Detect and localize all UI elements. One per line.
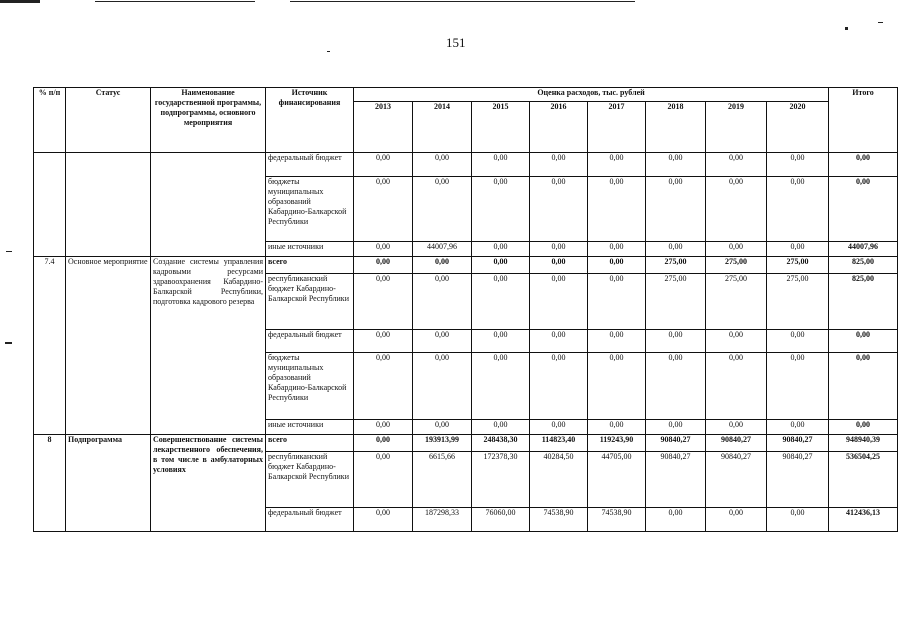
cell-year-value: 0,00 bbox=[588, 242, 646, 257]
cell-year-value: 0,00 bbox=[354, 177, 413, 242]
cell-year-value: 0,00 bbox=[354, 242, 413, 257]
scan-artifact bbox=[95, 1, 255, 2]
cell-program-name bbox=[151, 153, 266, 257]
cell-year-value: 0,00 bbox=[472, 330, 530, 353]
cell-year-value: 0,00 bbox=[472, 274, 530, 330]
header-year: 2017 bbox=[588, 102, 646, 153]
cell-source: иные источники bbox=[266, 420, 354, 435]
cell-year-value: 0,00 bbox=[354, 274, 413, 330]
cell-year-value: 44007,96 bbox=[413, 242, 472, 257]
cell-year-value: 114823,40 bbox=[530, 435, 588, 452]
cell-total: 0,00 bbox=[829, 330, 898, 353]
cell-source: федеральный бюджет bbox=[266, 153, 354, 177]
cell-year-value: 0,00 bbox=[530, 330, 588, 353]
cell-year-value: 90840,27 bbox=[646, 452, 706, 508]
cell-year-value: 0,00 bbox=[530, 274, 588, 330]
header-source: Источник финансирования bbox=[266, 88, 354, 153]
cell-total: 948940,39 bbox=[829, 435, 898, 452]
cell-year-value: 0,00 bbox=[530, 177, 588, 242]
header-year: 2018 bbox=[646, 102, 706, 153]
cell-year-value: 0,00 bbox=[646, 330, 706, 353]
cell-year-value: 0,00 bbox=[413, 274, 472, 330]
cell-year-value: 6615,66 bbox=[413, 452, 472, 508]
cell-source: иные источники bbox=[266, 242, 354, 257]
cell-num bbox=[34, 153, 66, 257]
cell-year-value: 44705,00 bbox=[588, 452, 646, 508]
cell-year-value: 0,00 bbox=[588, 153, 646, 177]
cell-year-value: 0,00 bbox=[767, 353, 829, 420]
cell-year-value: 0,00 bbox=[472, 420, 530, 435]
cell-year-value: 0,00 bbox=[706, 153, 767, 177]
cell-year-value: 0,00 bbox=[588, 330, 646, 353]
cell-year-value: 0,00 bbox=[413, 177, 472, 242]
cell-source: федеральный бюджет bbox=[266, 330, 354, 353]
cell-year-value: 0,00 bbox=[472, 153, 530, 177]
header-year: 2013 bbox=[354, 102, 413, 153]
table-row bbox=[34, 153, 898, 177]
cell-year-value: 0,00 bbox=[354, 353, 413, 420]
cell-year-value: 0,00 bbox=[588, 257, 646, 274]
cell-year-value: 275,00 bbox=[706, 274, 767, 330]
cell-year-value: 0,00 bbox=[472, 353, 530, 420]
scan-artifact bbox=[0, 0, 40, 3]
cell-status bbox=[66, 153, 151, 257]
cell-year-value: 0,00 bbox=[530, 153, 588, 177]
header-year: 2014 bbox=[413, 102, 472, 153]
cell-source: всего bbox=[266, 257, 354, 274]
cell-total: 0,00 bbox=[829, 177, 898, 242]
cell-year-value: 0,00 bbox=[588, 420, 646, 435]
cell-total: 825,00 bbox=[829, 257, 898, 274]
cell-year-value: 90840,27 bbox=[706, 452, 767, 508]
cell-source: федеральный бюджет bbox=[266, 508, 354, 532]
cell-year-value: 0,00 bbox=[706, 330, 767, 353]
cell-year-value: 0,00 bbox=[588, 353, 646, 420]
header-year: 2015 bbox=[472, 102, 530, 153]
table-row bbox=[34, 257, 898, 274]
header-year: 2020 bbox=[767, 102, 829, 153]
cell-year-value: 90840,27 bbox=[767, 452, 829, 508]
cell-source: бюджеты муниципальных образований Кабардино-Балкарской Республики bbox=[266, 353, 354, 420]
cell-year-value: 0,00 bbox=[354, 153, 413, 177]
cell-year-value: 0,00 bbox=[354, 257, 413, 274]
cell-year-value: 0,00 bbox=[646, 242, 706, 257]
cell-total: 0,00 bbox=[829, 153, 898, 177]
cell-year-value: 275,00 bbox=[706, 257, 767, 274]
cell-year-value: 0,00 bbox=[413, 257, 472, 274]
cell-year-value: 187298,33 bbox=[413, 508, 472, 532]
cell-year-value: 0,00 bbox=[530, 242, 588, 257]
cell-year-value: 0,00 bbox=[706, 420, 767, 435]
cell-year-value: 0,00 bbox=[530, 257, 588, 274]
cell-num: 8 bbox=[34, 435, 66, 532]
cell-year-value: 0,00 bbox=[588, 274, 646, 330]
scan-artifact bbox=[290, 1, 635, 2]
cell-year-value: 0,00 bbox=[354, 452, 413, 508]
cell-total: 825,00 bbox=[829, 274, 898, 330]
header-total: Итого bbox=[829, 88, 898, 153]
cell-year-value: 0,00 bbox=[354, 435, 413, 452]
cell-total: 412436,13 bbox=[829, 508, 898, 532]
scan-speck bbox=[327, 51, 330, 52]
cell-year-value: 90840,27 bbox=[706, 435, 767, 452]
cell-status: Основное мероприятие bbox=[66, 257, 151, 435]
cell-year-value: 0,00 bbox=[413, 330, 472, 353]
scan-speck bbox=[6, 251, 12, 252]
header-year: 2019 bbox=[706, 102, 767, 153]
cell-year-value: 0,00 bbox=[472, 257, 530, 274]
cell-source: всего bbox=[266, 435, 354, 452]
cell-year-value: 193913,99 bbox=[413, 435, 472, 452]
cell-year-value: 0,00 bbox=[646, 177, 706, 242]
cell-year-value: 0,00 bbox=[767, 508, 829, 532]
cell-year-value: 74538,90 bbox=[530, 508, 588, 532]
header-name: Наименование государственной программы, подпрограммы, основного мероприятия bbox=[151, 88, 266, 153]
cell-year-value: 0,00 bbox=[530, 420, 588, 435]
cell-year-value: 0,00 bbox=[767, 177, 829, 242]
cell-source: республиканский бюджет Кабардино-Балкарской Республики bbox=[266, 452, 354, 508]
cell-source: республиканский бюджет Кабардино-Балкарской Республики bbox=[266, 274, 354, 330]
cell-program-name: Совершенствование системы лекарственного обеспечения, в том числе в амбулаторных условиях bbox=[151, 435, 266, 532]
cell-year-value: 0,00 bbox=[646, 420, 706, 435]
cell-year-value: 0,00 bbox=[706, 242, 767, 257]
budget-table bbox=[33, 87, 898, 532]
cell-total: 0,00 bbox=[829, 353, 898, 420]
cell-year-value: 248438,30 bbox=[472, 435, 530, 452]
cell-year-value: 90840,27 bbox=[646, 435, 706, 452]
scan-speck bbox=[878, 22, 883, 23]
cell-year-value: 0,00 bbox=[767, 153, 829, 177]
cell-year-value: 0,00 bbox=[354, 508, 413, 532]
cell-year-value: 172378,30 bbox=[472, 452, 530, 508]
cell-year-value: 0,00 bbox=[530, 353, 588, 420]
cell-year-value: 0,00 bbox=[354, 330, 413, 353]
cell-status: Подпрограмма bbox=[66, 435, 151, 532]
cell-year-value: 74538,90 bbox=[588, 508, 646, 532]
cell-year-value: 119243,90 bbox=[588, 435, 646, 452]
cell-year-value: 0,00 bbox=[354, 420, 413, 435]
cell-program-name: Создание системы управления кадровыми ресурсами здравоохранения Кабардино-Балкарской Республики, подготовка кадрового резерва bbox=[151, 257, 266, 435]
cell-num: 7.4 bbox=[34, 257, 66, 435]
cell-year-value: 0,00 bbox=[646, 508, 706, 532]
table-row bbox=[34, 435, 898, 452]
cell-year-value: 275,00 bbox=[646, 257, 706, 274]
cell-year-value: 275,00 bbox=[767, 274, 829, 330]
cell-total: 0,00 bbox=[829, 420, 898, 435]
cell-total: 44007,96 bbox=[829, 242, 898, 257]
cell-year-value: 275,00 bbox=[767, 257, 829, 274]
header-estimate: Оценка расходов, тыс. рублей bbox=[354, 88, 829, 102]
cell-year-value: 0,00 bbox=[472, 177, 530, 242]
cell-year-value: 0,00 bbox=[472, 242, 530, 257]
cell-year-value: 275,00 bbox=[646, 274, 706, 330]
cell-year-value: 0,00 bbox=[646, 353, 706, 420]
cell-year-value: 0,00 bbox=[413, 153, 472, 177]
cell-year-value: 90840,27 bbox=[767, 435, 829, 452]
cell-year-value: 0,00 bbox=[588, 177, 646, 242]
cell-total: 536504,25 bbox=[829, 452, 898, 508]
cell-year-value: 0,00 bbox=[706, 177, 767, 242]
cell-year-value: 0,00 bbox=[767, 330, 829, 353]
cell-year-value: 0,00 bbox=[413, 420, 472, 435]
header-status: Статус bbox=[66, 88, 151, 153]
cell-year-value: 0,00 bbox=[706, 508, 767, 532]
header-num: % п/п bbox=[34, 88, 66, 153]
page-number: 151 bbox=[446, 35, 466, 50]
cell-year-value: 0,00 bbox=[767, 420, 829, 435]
cell-year-value: 0,00 bbox=[767, 242, 829, 257]
cell-year-value: 0,00 bbox=[646, 153, 706, 177]
cell-year-value: 0,00 bbox=[706, 353, 767, 420]
cell-year-value: 76060,00 bbox=[472, 508, 530, 532]
cell-year-value: 0,00 bbox=[413, 353, 472, 420]
scan-speck bbox=[845, 27, 848, 30]
cell-year-value: 40284,50 bbox=[530, 452, 588, 508]
scan-speck bbox=[5, 342, 12, 344]
header-year: 2016 bbox=[530, 102, 588, 153]
cell-source: бюджеты муниципальных образований Кабардино-Балкарской Республики bbox=[266, 177, 354, 242]
